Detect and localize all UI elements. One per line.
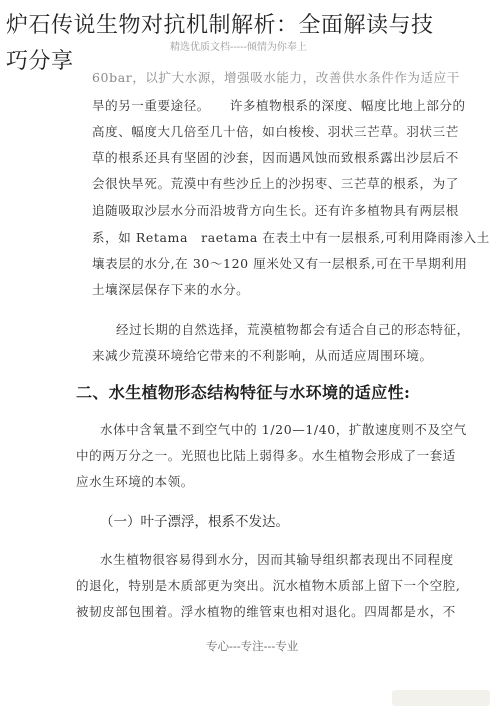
paragraph-4-line: 的退化，特别是木质部更为突出。沉水植物木质部上留下一个空腔, — [76, 578, 461, 593]
document-footer: 专心---专注---专业 — [206, 639, 299, 653]
section-heading: 二、水生植物形态结构特征与水环境的适应性: — [76, 383, 411, 402]
document-header: 精选优质文档-----倾情为你奉上 — [170, 42, 307, 53]
paragraph-1-line: 60bar，以扩大水源，增强吸水能力，改善供水条件作为适应干 — [92, 70, 460, 85]
paragraph-2-line: 经过长期的自然选择，荒漠植物都会有适合自己的形态特征， — [116, 322, 470, 337]
paragraph-4-line: 水生植物很容易得到水分，因而其输导组织都表现出不同程度 — [100, 552, 454, 567]
paragraph-1-line: 会很快旱死。荒漠中有些沙丘上的沙拐枣、三芒草的根系，为了 — [92, 176, 459, 191]
watermark-logo — [392, 690, 490, 706]
article-title-line-1: 炉石传说生物对抗机制解析：全面解读与技 — [6, 13, 434, 38]
paragraph-4-line: 被韧皮部包围着。浮水植物的维管束也相对退化。四周都是水，不 — [76, 604, 456, 619]
paragraph-1-line: 高度、幅度大几倍至几十倍，如白梭梭、羽状三芒草。羽状三芒 — [92, 124, 459, 139]
paragraph-3-line: 应水生环境的本领。 — [76, 474, 194, 489]
paragraph-1-line: 系，如 Retama raetama 在表土中有一层根系,可利用降雨渗入土 — [92, 230, 490, 245]
paragraph-2-line: 来减少荒漠环境给它带来的不利影响，从而适应周围环境。 — [92, 348, 433, 363]
paragraph-1-line: 追随吸取沙层水分而沿坡背方向生长。还有许多植物具有两层根 — [92, 203, 459, 218]
paragraph-1-line: 草的根系还具有坚固的沙套，因而遇风蚀而致根系露出沙层后不 — [92, 150, 459, 165]
article-title-line-2: 巧分享 — [6, 49, 74, 74]
paragraph-3-line: 水体中含氧量不到空气中的 1/20—1/40，扩散速度则不及空气 — [100, 422, 467, 437]
paragraph-3-line: 中的两万分之一。光照也比陆上弱得多。水生植物会形成了一套适 — [76, 448, 456, 463]
paragraph-1-line: 土壤深层保存下来的水分。 — [92, 282, 250, 297]
paragraph-1-line: 壤表层的水分,在 30～120 厘米处又有一层根系,可在干旱期利用 — [92, 256, 468, 271]
paragraph-1-line: 旱的另一重要途径。 许多植物根系的深度、幅度比地上部分的 — [92, 98, 466, 113]
subsection-heading: （一）叶子漂浮，根系不发达。 — [100, 514, 289, 530]
